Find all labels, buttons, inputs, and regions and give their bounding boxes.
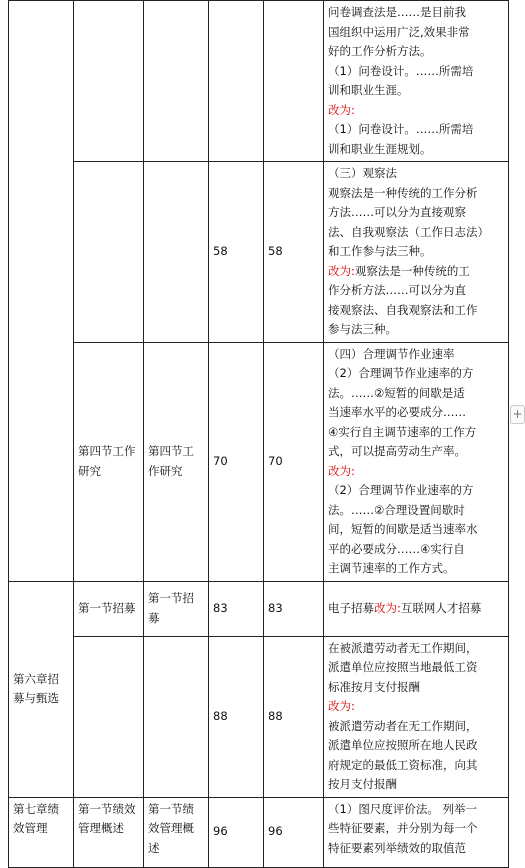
text-line: （2）合理调节作业速率的方 [328,483,474,497]
chapter-cell [9,581,74,797]
section-old-cell: 第四节工作研究 [74,342,144,581]
section-old-cell [74,162,144,343]
chapter-title: 第七章绩效管理 [13,801,59,835]
text-line: 被派遣劳动者在无工作期间， [328,718,478,733]
text-line: 法。……②短暂的间歇是适 [328,385,465,400]
new-page-cell: 88 [264,636,324,797]
text-line [328,262,504,282]
section-new-cell [144,162,209,343]
section-new-cell [144,1,209,162]
new-page-cell: 70 [264,342,324,581]
text-line: 参与法三种。 [328,322,397,336]
text-line: 好的工作分析方法。 [328,44,432,58]
text-span: 电子招募 [328,600,374,615]
text-line: 训和职业生涯规划。 [328,141,432,156]
correction-cell [324,162,509,343]
chapter-cell [9,1,74,582]
table-row [9,342,509,581]
text-line: 主调节速率的工作方式。 [328,561,455,575]
table-row [9,636,509,797]
plus-icon[interactable]: + [510,405,525,424]
change-label: 改为: [328,102,355,117]
text-line: 标准按月支付报酬 [328,679,420,694]
section-new-cell: 第一节招募 [144,581,209,636]
text-line: 在被派遣劳动者无工作期间， [328,640,478,655]
text-line: 式，可以提高劳动生产率。 [328,444,466,458]
old-page-cell [209,1,264,162]
text-span: 观察法是一种传统的工 [354,263,470,278]
chapter-title: 第六章招募与甄选 [13,671,59,705]
section-new-cell [144,636,209,797]
change-label: 改为: [328,699,355,713]
text-line: 平的必要成分……④实行自 [328,541,465,556]
text-line: （2）合理调节作业速率的方 [328,366,474,380]
correction-cell [324,1,509,162]
correction-cell [324,581,509,636]
text-line: 问卷调查法是……是目前我 [328,5,466,19]
section-old-cell [74,1,144,162]
text-line: 接观察法、自我观察法和工作 [328,302,478,317]
old-page-cell: 96 [209,797,264,867]
text-line: 特征要素列举绩效的取值范 [328,840,466,855]
old-page-cell: 88 [209,636,264,797]
text-line: 府规定的最低工资标准，向其 [328,757,478,772]
change-label: 改为: [374,600,401,615]
table-row [9,162,509,343]
text-line: 训和职业生涯。 [328,83,409,97]
new-page-cell: 58 [264,162,324,343]
text-line: 国组织中运用广泛,效果非常 [328,24,470,39]
table-row [9,1,509,162]
text-span: 互联网人才招募 [400,600,482,615]
table-row [9,581,509,636]
text-line: ④实行自主调节速率的工作方 [328,424,477,439]
old-page-cell: 70 [209,342,264,581]
text-line: （1）问卷设计。……所需培 [328,63,474,78]
new-page-cell [264,1,324,162]
text-line: 派遣单位应按照所在地人民政 [328,738,478,752]
errata-table [8,0,509,868]
new-page-cell: 83 [264,581,324,636]
change-label: 改为: [328,463,355,478]
section-old-cell: 第一节招募 [74,581,144,636]
text-line: （三）观察法 [328,166,397,180]
text-line: 法。……②合理设置间歇时 [328,502,465,517]
text-line: （1）图尺度评价法。 列举一 [328,801,477,816]
section-new-cell: 第四节工作研究 [144,342,209,581]
text-line: 派遣单位应按照当地最低工资 [328,660,478,674]
old-page-cell: 58 [209,162,264,343]
text-line: 按月支付报酬 [328,777,397,791]
text-line: （1）问卷设计。……所需培 [328,122,474,136]
text-line: 些特征要素，并分别为每一个 [328,821,478,835]
section-old-cell [74,636,144,797]
old-page-cell: 83 [209,581,264,636]
text-line: 当速率水平的必要成分…… [328,405,466,419]
text-line: 间，短暂的间歇是适当速率水 [328,522,478,536]
text-line: （四）合理调节作业速率 [328,346,455,361]
text-line: 和工作参与法三种。 [328,244,432,258]
chapter-cell [9,797,74,867]
table-row [9,797,509,867]
text-line [328,599,504,619]
change-label: 改为: [328,263,355,278]
correction-cell [324,342,509,581]
correction-cell [324,797,509,867]
text-line: 作分析方法……可以分为直 [328,283,466,297]
text-line: 观察法是一种传统的工作分析 [328,185,478,200]
section-old-cell: 第一节绩效管理概述 [74,797,144,867]
text-line: 法、自我观察法（工作日志法） [328,224,489,239]
section-new-cell: 第一节绩效管理概述 [144,797,209,867]
correction-cell [324,636,509,797]
text-line: 方法……可以分为直接观察 [328,205,466,219]
new-page-cell: 96 [264,797,324,867]
